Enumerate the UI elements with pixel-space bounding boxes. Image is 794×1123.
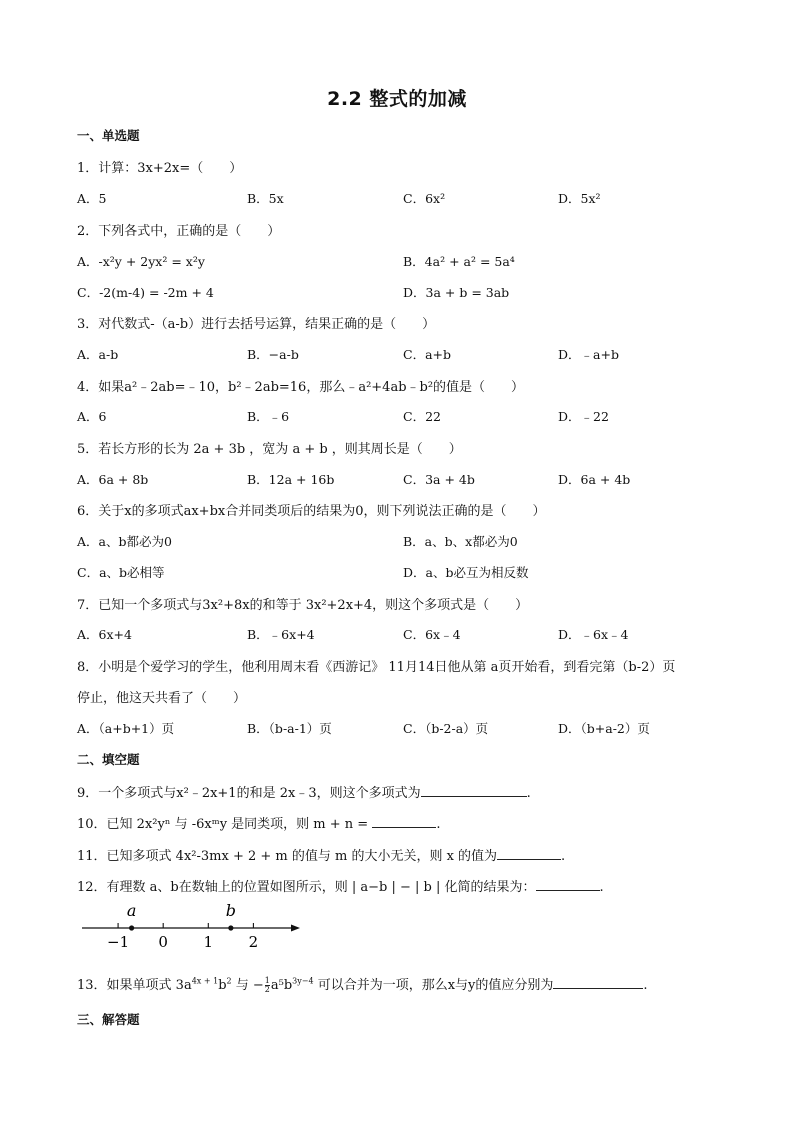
question-3-option-d: D．﹣a+b: [558, 347, 619, 362]
question-13: 13．如果单项式 $3a^{4x + 1}b^2$ 与 − $\frac{1}{2}$ $a^5b^{3y-4}$ 可以合并为一项，那么x与y的值应分别为 .: [77, 976, 648, 994]
number-line-label-a: a: [126, 901, 137, 920]
question-1-option-d: D．5x²: [558, 191, 601, 206]
number-line-tick-label: −1: [107, 933, 130, 951]
question-7-option-c: C．6x﹣4: [403, 627, 461, 642]
question-4-option-d: D．﹣22: [558, 409, 609, 424]
question-1-option-c: C．6x²: [403, 191, 446, 206]
question-4-stem: 4．如果a²﹣2ab=﹣10，b²﹣2ab=16，那么﹣a²+4ab﹣b²的值是（ ）: [77, 380, 525, 395]
question-7-stem: 7．已知一个多项式与3x²+8x的和等于 3x²+2x+4，则这个多项式是（ ）: [77, 598, 529, 613]
question-9-answer-blank[interactable]: [421, 784, 527, 797]
question-3-option-c: C．a+b: [403, 347, 451, 362]
question-3-option-b: B．−a-b: [247, 347, 299, 362]
question-8-option-b: B．（b-a-1）页: [247, 721, 332, 736]
question-11: 11．已知多项式 4x²-3mx + 2 + m 的值与 m 的大小无关，则 x 的值为 .: [77, 849, 566, 864]
question-6-option-b: B．a、b、x都必为0: [403, 534, 518, 549]
question-10-answer-blank[interactable]: [372, 815, 436, 828]
question-8-option-a: A．（a+b+1）页: [77, 721, 175, 736]
section-heading-solve: 三、解答题: [77, 1012, 140, 1027]
question-6-option-a: A．a、b都必为0: [77, 534, 172, 549]
question-5-option-b: B．12a + 16b: [247, 472, 335, 487]
fraction-one-half: $\frac{1}{2}$: [264, 976, 270, 994]
number-line-point-a: [129, 925, 134, 930]
question-4-option-b: B．﹣6: [247, 409, 290, 424]
question-11-answer-blank[interactable]: [497, 847, 561, 860]
question-13-answer-blank[interactable]: [553, 976, 643, 989]
question-7-option-d: D．﹣6x﹣4: [558, 627, 629, 642]
question-9-text: 9．一个多项式与x²﹣2x+1的和是 2x﹣3，则这个多项式为: [77, 786, 421, 801]
question-5-option-c: C．3a + 4b: [403, 472, 475, 487]
question-2-stem: 2．下列各式中，正确的是（ ）: [77, 224, 281, 239]
number-line-tick-label: 2: [248, 933, 259, 951]
question-13-text: 13．如果单项式 3a: [77, 978, 192, 993]
question-1-option-b: B．5x: [247, 191, 284, 206]
question-12-text: 12．有理数 a、b在数轴上的位置如图所示，则 | a−b | − | b | 化简的结果为：: [77, 880, 536, 895]
number-line-label-b: b: [225, 901, 236, 920]
section-heading-fill-blank: 二、填空题: [77, 752, 140, 767]
question-2-option-a: A．-x²y + 2yx² = x²y: [77, 254, 205, 269]
question-5-option-d: D．6a + 4b: [558, 472, 631, 487]
question-1-option-a: A．5: [77, 191, 107, 206]
question-12-answer-blank[interactable]: [536, 878, 600, 891]
question-9: 9．一个多项式与x²﹣2x+1的和是 2x﹣3，则这个多项式为 .: [77, 786, 531, 801]
number-line-tick-label: 0: [158, 933, 168, 951]
section-heading-single-choice: 一、单选题: [77, 128, 140, 143]
question-6-stem: 6．关于x的多项式ax+bx合并同类项后的结果为0，则下列说法正确的是（ ）: [77, 504, 546, 519]
question-11-text: 11．已知多项式 4x²-3mx + 2 + m 的值与 m 的大小无关，则 x 的值为: [77, 849, 498, 864]
question-7-option-b: B．﹣6x+4: [247, 627, 315, 642]
question-8-stem-line1: 8．小明是个爱学习的学生，他利用周末看《西游记》 11月14日他从第 a页开始看，到看完第（b-2）页: [77, 660, 676, 675]
question-10-text: 10．已知 2x²yⁿ 与 -6xᵐy 是同类项，则 m + n =: [77, 817, 373, 832]
page-title: 2.2 整式的加减: [327, 88, 467, 110]
question-10: 10．已知 2x²yⁿ 与 -6xᵐy 是同类项，则 m + n = .: [77, 817, 441, 832]
question-1-stem: 1．计算：3x+2x=（ ）: [77, 161, 243, 176]
question-5-stem: 5．若长方形的长为 2a + 3b ，宽为 a + b ，则其周长是（ ）: [77, 442, 462, 457]
question-2-option-d: D．3a + b = 3ab: [403, 285, 510, 300]
question-2-option-b: B．4a² + a² = 5a⁴: [403, 254, 515, 269]
number-line-point-b: [228, 925, 233, 930]
question-8-option-d: D．（b+a-2）页: [558, 721, 650, 736]
question-5-option-a: A．6a + 8b: [77, 472, 149, 487]
question-3-stem: 3．对代数式-（a-b）进行去括号运算，结果正确的是（ ）: [77, 317, 436, 332]
question-2-option-c: C．-2(m-4) = -2m + 4: [77, 285, 214, 300]
question-8-stem-line2: 停止，他这天共看了（ ）: [77, 691, 247, 706]
question-7-option-a: A．6x+4: [77, 627, 132, 642]
number-line-arrow-icon: [291, 925, 300, 932]
question-6-option-c: C．a、b必相等: [77, 565, 165, 580]
question-12: 12．有理数 a、b在数轴上的位置如图所示，则 | a−b | − | b | 化简的结果为： .: [77, 880, 604, 895]
question-4-option-c: C．22: [403, 409, 441, 424]
question-6-option-d: D．a、b必互为相反数: [403, 565, 529, 580]
question-3-option-a: A．a-b: [77, 347, 119, 362]
question-8-option-c: C．（b-2-a）页: [403, 721, 489, 736]
number-line-figure: [78, 898, 306, 954]
question-4-option-a: A．6: [77, 409, 107, 424]
number-line-tick-label: 1: [203, 933, 214, 951]
